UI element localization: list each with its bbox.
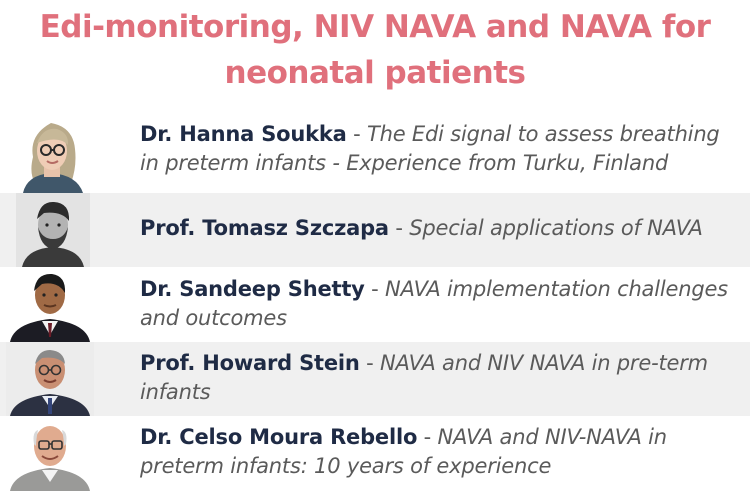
speaker-row-3 <box>0 267 750 342</box>
speaker-photo-3 <box>6 267 94 342</box>
speaker-text-4: Prof. Howard Stein - NAVA and NIV NAVA in pre-term infants <box>140 351 708 404</box>
speaker-name-5: Dr. Celso Moura Rebello <box>140 425 418 449</box>
speaker-topic-3: NAVA implementation challenges and outcomes <box>140 277 728 330</box>
speaker-topic-4: NAVA and NIV NAVA in pre-term infants <box>140 351 708 404</box>
speaker-topic-5: NAVA and NIV-NAVA in preterm infants: 10 years of experience <box>140 425 667 478</box>
speaker-row-4 <box>0 342 750 416</box>
speaker-row-1 <box>0 113 750 193</box>
speaker-photo-1 <box>13 113 93 193</box>
speaker-row-5 <box>0 416 750 491</box>
speaker-text-3: Dr. Sandeep Shetty - NAVA implementation challenges and outcomes <box>140 277 728 330</box>
speaker-name-1: Dr. Hanna Soukka <box>140 122 347 146</box>
speaker-text-5: Dr. Celso Moura Rebello - NAVA and NIV-NAVA in preterm infants: 10 years of experience <box>140 425 667 478</box>
speaker-name-4: Prof. Howard Stein <box>140 351 360 375</box>
page-title <box>0 4 750 96</box>
speaker-text-1: Dr. Hanna Soukka - The Edi signal to assess breathing in preterm infants - Experience from Turku, Finland <box>140 122 720 175</box>
speaker-photo-5 <box>6 416 94 491</box>
page-title-line-1: Edi-monitoring, NIV NAVA and NAVA for <box>39 9 711 45</box>
speaker-name-2: Prof. Tomasz Szczapa <box>140 216 389 240</box>
speaker-row-2 <box>0 193 750 267</box>
speaker-topic-1: The Edi signal to assess breathing in preterm infants - Experience from Turku, Finland <box>140 122 720 175</box>
speaker-photo-2 <box>16 193 90 267</box>
speaker-name-3: Dr. Sandeep Shetty <box>140 277 365 301</box>
speaker-topic-2: Special applications of NAVA <box>409 216 703 240</box>
speaker-photo-4 <box>6 342 94 416</box>
speaker-text-2: Prof. Tomasz Szczapa - Special applications of NAVA <box>140 216 703 240</box>
page-title-line-2: neonatal patients <box>224 55 526 91</box>
